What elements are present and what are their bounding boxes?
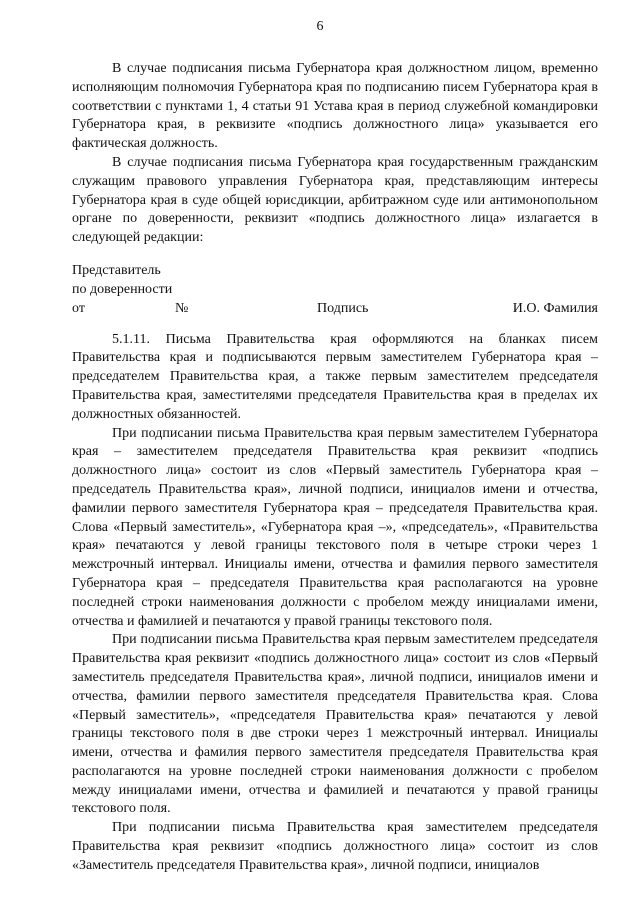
paragraph-first-deputy-chairman: При подписании письма Правительства края первым заместителем председателя Правительства края реквизит «подпись должностного лица» состоит из слов «Первый заместитель председателя Правительства края», личной подписи, инициалов имени и отчества, фамилии первого заместителя председателя Правительства края. Слова «Первый заместитель», «председателя Правительства края» печатаются у левой границы текстового поля в две строки через 1 межстрочный интервал. Инициалы имени, отчества и фамилия первого заместителя председателя Правительства края располагаются на уровне последней строки наименования должности с пробелом между инициалами имени, отчества и фамилией и печатаются у правой границы текстового поля. [72,632,598,817]
paragraph-acting-governor: В случае подписания письма Губернатора края должностном лицом, временно исполняющим полномочия Губернатора края по подписанию писем Губернатора края в соответствии с пунктами 1, 4 статьи 91 Устава края в период служебной командировки Губернатора края, в реквизите «подпись должностного лица» указывается его фактическая должность. [72,61,598,152]
signature-detail-row [72,300,598,319]
signature-role-line-1: Представитель [72,262,161,278]
signature-name: И.О. Фамилия [512,300,598,316]
document-body [72,60,598,876]
signature-number-sign: № [175,300,189,316]
paragraph-deputy-chairman: При подписании письма Правительства края заместителем председателя Правительства края реквизит «подпись должностного лица» состоит из слов «Заместитель председателя Правительства края», личной подписи, инициалов [72,820,598,873]
paragraph-5-1-11: 5.1.11. Письма Правительства края оформляются на бланках писем Правительства края и подписываются первым заместителем Губернатора края – председателем Правительства края, а также первым заместителем председателя Правительства края, заместителями председателя Правительства края в пределах их должностных обязанностей. [72,331,598,422]
signature-role-line-2: по доверенности [72,281,173,297]
paragraph-first-deputy-governor: При подписании письма Правительства края первым заместителем Губернатора края – заместителем председателя Правительства края реквизит «подпись должностного лица» состоит из слов «Первый заместитель Губернатора края – председатель Правительства края», личной подписи, инициалов имени и отчества, фамилии первого заместителя Губернатора края – председателя Правительства края. Слова «Первый заместитель», «Губернатора края –», «председатель», «Правительства края» печатаются у левой границы текстового поля в четыре строки через 1 межстрочный интервал. Инициалы имени, отчества и фамилия первого заместителя Губернатора края – председателя Правительства края располагаются на уровне последней строки наименования должности с пробелом между инициалами имени, отчества и фамилией и печатаются у правой границы текстового поля. [72,425,598,629]
signature-sample-block [72,262,598,319]
signature-from-label: от [72,300,85,316]
signature-placeholder: Подпись [317,300,369,316]
page-number: 6 [316,19,324,34]
paragraph-legal-representative: В случае подписания письма Губернатора края государственным гражданским служащим правового управления Губернатора края, представляющим интересы Губернатора края в суде общей юрисдикции, арбитражном суде или антимонопольном органе по доверенности, реквизит «подпись должностного лица» излагается в следующей редакции: [72,154,598,246]
